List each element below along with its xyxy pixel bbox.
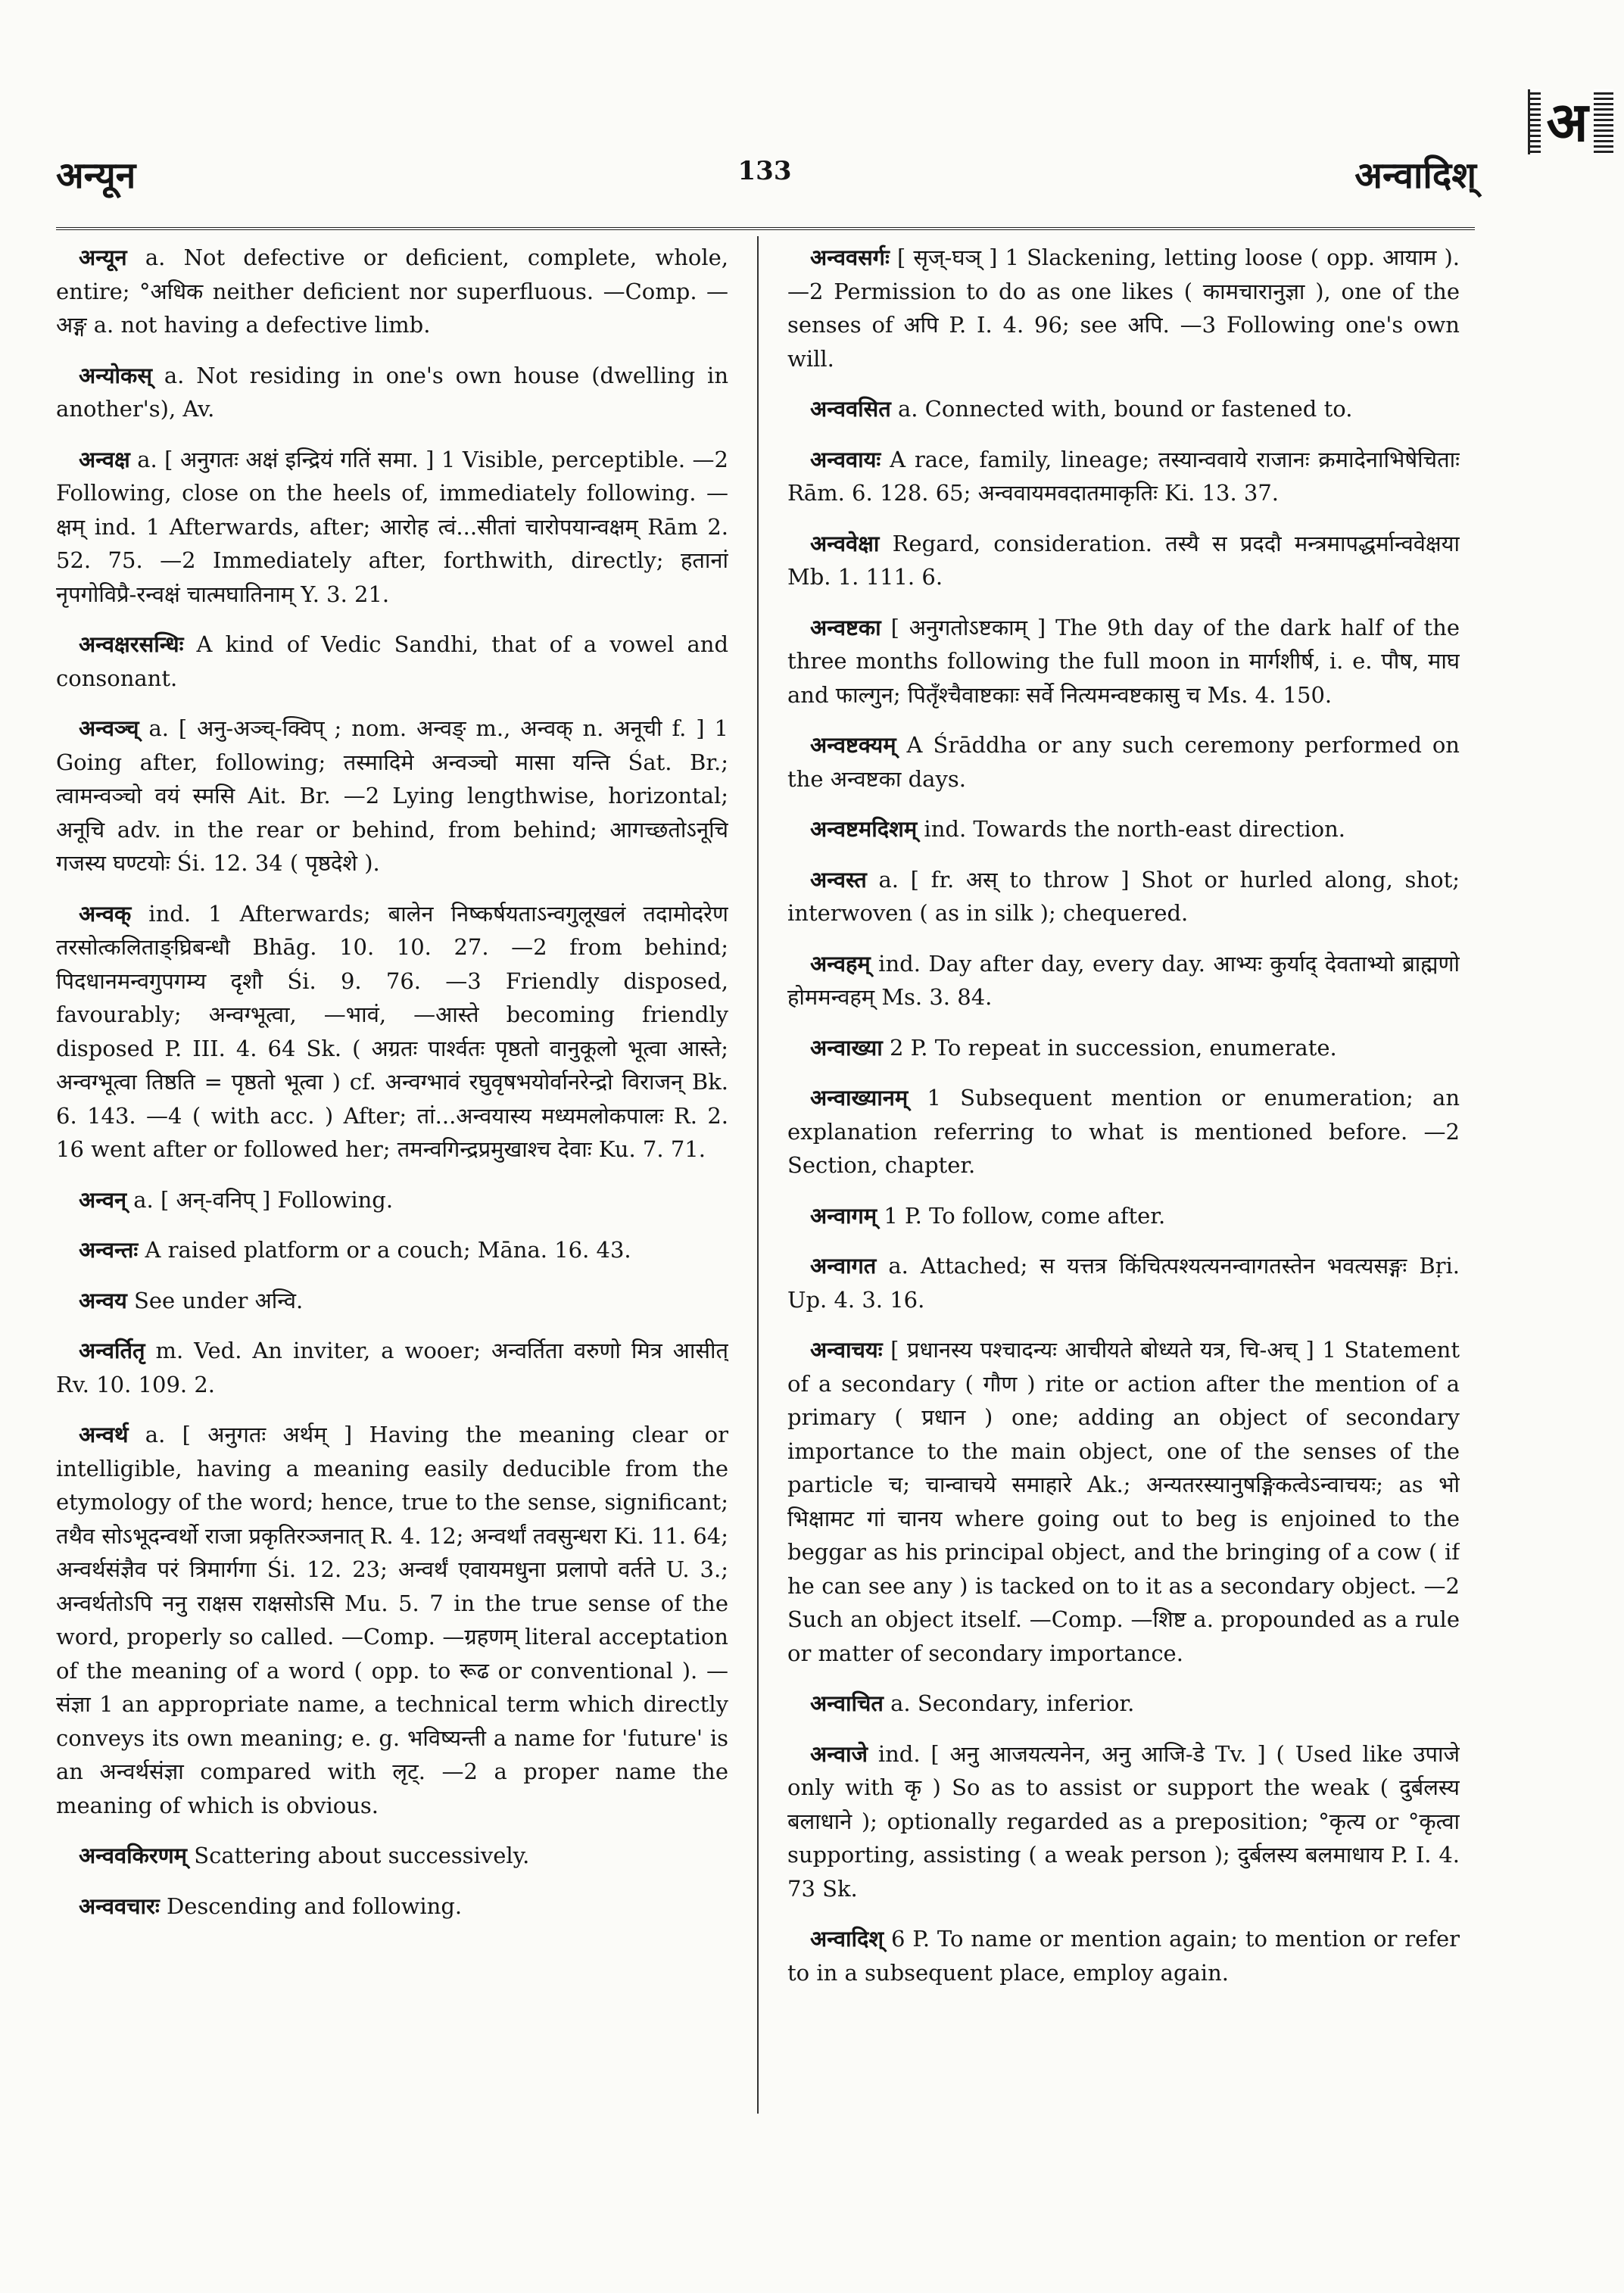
entry-definition: [ प्रधानस्य पश्चादन्यः आचीयते बोध्यते यत्र, चि-अच् ] 1 Statement of a secondary ( गौण ) rite or action after the mention of a primary ( प्रधान ) one; adding an object of secondary importance to the main object, one of the senses of the particle च; चान्वाचये समाहारे Ak.; अन्यतरस्यानुषङ्गिकत्वेऽन्वाचयः; as भो भिक्षामट गां चानय where going out to beg is enjoined to the beggar as his principal object, and the bringing of a cow ( if he can see any ) is tacked on to it as a secondary object. —2 Such an object itself. —Comp. —शिष्ट a. propounded as a rule or matter of secondary importance. <box>787 1337 1460 1666</box>
header-rule <box>56 227 1475 230</box>
entry-definition: a. Secondary, inferior. <box>890 1690 1135 1716</box>
entry-definition: 6 P. To name or mention again; to mention or refer to in a subsequent place, employ again. <box>787 1926 1460 1986</box>
entry-definition: A kind of Vedic Sandhi, that of a vowel and consonant. <box>56 631 728 691</box>
entry-headword: अन्वागत <box>810 1253 877 1279</box>
entry-definition: 1 Subsequent mention or enumeration; an explanation referring to what is mentioned before. —2 Section, chapter. <box>787 1085 1460 1178</box>
entry-definition: A race, family, lineage; तस्यान्ववाये राजानः क्रमादेनाभिषेचिताः Rām. 6. 128. 65; अन्ववायमवदातमाकृतिः Ki. 13. 37. <box>787 446 1460 506</box>
dictionary-entry <box>56 1233 728 1267</box>
left-guide-word: अन्यून <box>56 154 136 197</box>
entry-definition: ind. [ अनु आजयत्यनेन, अनु आजि-डे Tv. ] ( Used like उपाजे only with कृ ) So as to assist or support the weak ( दुर्बलस्य बलाधाने ); optionally regarded as a preposition; °कृत्य or °कृत्वा supporting, assisting ( a weak person ); दुर्बलस्य बलमाधाय P. I. 4. 73 Sk. <box>787 1740 1460 1902</box>
entry-headword: अन्वस्त <box>810 866 867 893</box>
entry-headword: अन्ववकिरणम् <box>79 1843 188 1868</box>
entry-definition: a. Connected with, bound or fastened to. <box>897 396 1353 422</box>
dictionary-entry <box>56 1890 728 1924</box>
entry-headword: अन्ववायः <box>810 446 881 472</box>
entry-definition: 1 P. To follow, come after. <box>884 1202 1166 1229</box>
entry-definition: [ सृज्-घञ् ] 1 Slackening, letting loose ( opp. आयाम ). —2 Permission to do as one likes ( कामचारानुज्ञा ), one of the senses of अपि P. I. 4. 96; see अपि. —3 Following one's own will. <box>787 245 1460 372</box>
entry-definition: Descending and following. <box>166 1893 463 1919</box>
dictionary-entry <box>787 1249 1460 1316</box>
entry-definition: a. Not residing in one's own house (dwelling in another's), Av. <box>56 362 728 422</box>
left-column <box>56 241 728 2088</box>
dictionary-entry <box>56 1284 728 1318</box>
entry-headword: अन्वक्ष <box>79 446 130 472</box>
dictionary-entry <box>787 1333 1460 1670</box>
entry-headword: अन्ववचारः <box>79 1893 160 1919</box>
entry-headword: अन्वष्टमदिशम् <box>810 816 918 842</box>
dictionary-entry <box>787 527 1460 594</box>
entry-definition: A raised platform or a couch; Māna. 16. 43. <box>145 1237 631 1263</box>
entry-headword: अन्वाचयः <box>810 1337 883 1363</box>
entry-headword: अन्वञ्च् <box>79 715 139 741</box>
entry-definition: m. Ved. An inviter, a wooer; अन्वर्तिता वरुणो मित्र आसीत् Rv. 10. 109. 2. <box>56 1338 728 1397</box>
dictionary-entry <box>787 392 1460 426</box>
entry-headword: अन्वष्टक्यम् <box>810 732 896 758</box>
entry-definition: ind. Towards the north-east direction. <box>924 816 1346 842</box>
entry-headword: अन्वाख्या <box>810 1034 883 1061</box>
entry-definition: a. Not defective or deficient, complete, whole, entire; °अधिक neither deficient nor superfluous. —Comp. —अङ्ग a. not having a defective limb. <box>56 245 728 338</box>
entry-definition: a. [ अनु-अञ्च्-क्विप् ; nom. अन्वङ् m., अन्वक् n. अनूची f. ] 1 Going after, following; तस्मादिमे अन्वञ्चो मासा यन्ति Śat. Br.; त्वामन्वञ्चो वयं स्मसि Ait. Br. —2 Lying lengthwise, horizontal; अनूचि adv. in the rear or behind, from behind; आगच्छतोऽनूचि गजस्य घण्टयोः Śi. 12. 34 ( पृष्ठदेशे ). <box>56 715 728 876</box>
entry-headword: अन्ववसर्गः <box>810 245 890 270</box>
right-column <box>787 241 1460 2088</box>
dictionary-entry <box>787 1081 1460 1182</box>
entry-headword: अन्वर्थ <box>79 1422 129 1447</box>
entry-definition: a. [ fr. अस् to throw ] Shot or hurled along, shot; interwoven ( as in silk ); chequered. <box>787 866 1460 926</box>
page-header <box>53 150 1476 218</box>
dictionary-entry <box>56 1839 728 1873</box>
entry-definition: ind. Day after day, every day. आभ्यः कुर्याद् देवताभ्यो ब्राह्मणो होममन्वहम् Ms. 3. 84. <box>787 950 1460 1010</box>
entry-definition: See under अन्वि. <box>134 1287 304 1313</box>
dictionary-entry <box>787 1199 1460 1233</box>
entry-headword: अन्वाजे <box>810 1740 868 1767</box>
dictionary-entry <box>787 1737 1460 1906</box>
entry-headword: अन्वागम् <box>810 1202 877 1229</box>
column-divider <box>757 236 759 2114</box>
entry-definition: a. [ अन्-वनिप् ] Following. <box>133 1186 394 1213</box>
dictionary-entry <box>787 1922 1460 1989</box>
entry-headword: अन्वन् <box>79 1186 127 1213</box>
entry-definition: ind. 1 Afterwards; बालेन निष्कर्षयताऽन्वगुलूखलं तदामोदरेण तरसोत्कलिताङ्घ्रिबन्धौ Bhāg. 10. 10. 27. —2 from behind; पिदधानमन्वगुपगम्य दृशौ Śi. 9. 76. —3 Friendly disposed, favourably; अन्वग्भूत्वा, —भावं, —आस्ते becoming friendly disposed P. III. 4. 64 Sk. ( अग्रतः पार्श्वतः पृष्ठतो वानुकूलो भूत्वा आस्ते; अन्वग्भूत्वा तिष्ठति = पृष्ठतो भूत्वा ) cf. अन्वग्भावं रघुवृषभयोर्वानरेन्द्रो विराजन् Bk. 6. 143. —4 ( with acc. ) After; तां...अन्वयास्य मध्यमलोकपालः R. 2. 16 went after or followed her; तमन्वगिन्द्रप्रमुखाश्च देवाः Ku. 7. 71. <box>56 900 728 1162</box>
entry-definition: [ अनुगतोऽष्टकाम् ] The 9th day of the dark half of the three months following the full moon in मार्गशीर्ष, i. e. पौष, माघ and फाल्गुन; पितृँश्चैवाष्टकाः सर्वे नित्यमन्वष्टकासु च Ms. 4. 150. <box>787 614 1460 708</box>
entry-headword: अन्वर्तितृ <box>79 1338 145 1363</box>
entry-headword: अन्वक्षरसन्धिः <box>79 631 184 657</box>
entry-headword: अन्वय <box>79 1287 127 1313</box>
entry-headword: अन्वादिश् <box>810 1926 884 1952</box>
entry-headword: अन्यून <box>79 245 127 270</box>
entry-headword: अन्वाख्यानम् <box>810 1085 909 1111</box>
entry-headword: अन्वक् <box>79 900 132 927</box>
dictionary-entry <box>56 712 728 880</box>
dictionary-entry <box>787 863 1460 930</box>
dictionary-entry <box>56 1183 728 1217</box>
entry-headword: अन्वष्टका <box>810 614 881 640</box>
entry-headword: अन्ववेक्षा <box>810 530 880 556</box>
dictionary-entry <box>56 359 728 426</box>
dictionary-entry <box>56 897 728 1167</box>
dictionary-entry <box>787 1031 1460 1065</box>
dictionary-entry <box>56 1334 728 1401</box>
dictionary-entry <box>787 1687 1460 1721</box>
dictionary-entry <box>787 443 1460 510</box>
entry-definition: Scattering about successively. <box>194 1843 530 1868</box>
dictionary-entry <box>56 1418 728 1822</box>
dictionary-entry <box>787 812 1460 846</box>
entry-definition: a. [ अनुगतः अक्षं इन्द्रियं गतिं समा. ] 1 Visible, perceptible. —2 Following, close on the heels of, immediately following. —क्षम् ind. 1 Afterwards, after; आरोह त्वं...सीतां चारोपयान्वक्षम् Rām 2. 52. 75. —2 Immediately after, forthwith, directly; हतानां नृपगोविप्रै-रन्वक्षं चात्मघातिनाम् Y. 3. 21. <box>56 446 728 607</box>
dictionary-entry <box>787 947 1460 1014</box>
page-number: 133 <box>737 156 792 186</box>
dictionary-entry <box>56 628 728 695</box>
thumb-index-letter: अ <box>1541 89 1594 154</box>
entry-definition: a. [ अनुगतः अर्थम् ] Having the meaning clear or intelligible, having a meaning easily deducible from the etymology of the word; hence, true to the sense, significant; तथैव सोऽभूदन्वर्थो राजा प्रकृतिरञ्जनात् R. 4. 12; अन्वर्थां तवसुन्धरा Ki. 11. 64; अन्वर्थसंज्ञैव परं त्रिमार्गगा Śi. 12. 23; अन्वर्थं एवायमधुना प्रलापो वर्तते U. 3.; अन्वर्थतोऽपि ननु राक्षस राक्षसोऽसि Mu. 5. 7 in the true sense of the word, properly so called. —Comp. —ग्रहणम् literal acceptation of the meaning of a word ( opp. to रूढ or conventional ). —संज्ञा 1 an appropriate name, a technical term which directly conveys its own meaning; e. g. भविष्यन्ती a name for 'future' is an अन्वर्थसंज्ञा compared with लृट्. —2 a proper name the meaning of which is obvious. <box>56 1422 728 1818</box>
dictionary-entry <box>56 241 728 342</box>
entry-headword: अन्वाचित <box>810 1690 884 1716</box>
entry-headword: अन्ववसित <box>810 396 891 422</box>
dictionary-entry <box>787 611 1460 712</box>
entry-definition: 2 P. To repeat in succession, enumerate. <box>889 1034 1337 1061</box>
thumb-index-tab <box>1528 89 1613 154</box>
entry-definition: A Śrāddha or any such ceremony performed on the अन्वष्टका days. <box>787 732 1460 792</box>
dictionary-entry <box>56 443 728 612</box>
right-guide-word: अन्वादिश् <box>1354 154 1476 197</box>
entry-headword: अन्योकस् <box>79 362 152 388</box>
dictionary-entry <box>787 728 1460 796</box>
entry-headword: अन्वन्तः <box>79 1237 139 1263</box>
entry-headword: अन्वहम् <box>810 950 871 977</box>
entry-definition: a. Attached; स यत्तत्र किंचित्पश्यत्यनन्वागतस्तेन भवत्यसङ्गः Bṛi. Up. 4. 3. 16. <box>787 1253 1460 1313</box>
dictionary-entry <box>787 241 1460 375</box>
entry-definition: Regard, consideration. तस्यै स प्रददौ मन्त्रमापद्धर्मान्ववेक्षया Mb. 1. 111. 6. <box>787 530 1460 590</box>
